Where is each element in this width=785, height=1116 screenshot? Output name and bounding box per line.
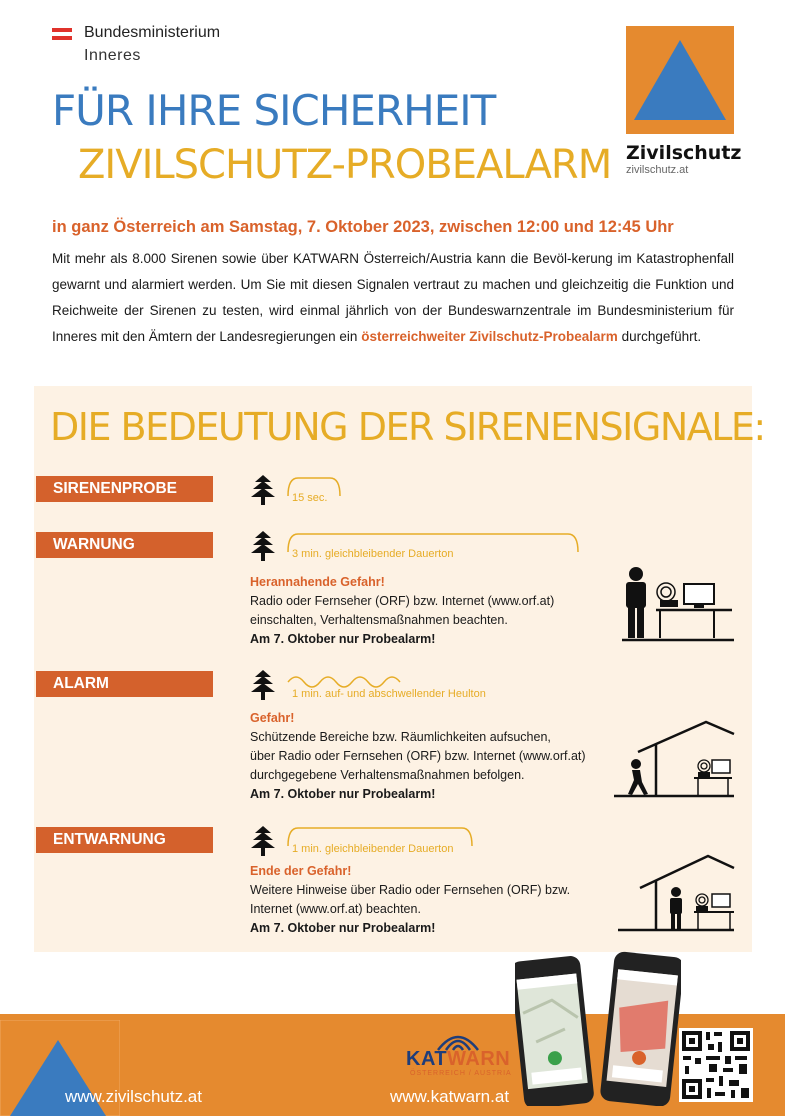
signals-title: DIE BEDEUTUNG DER SIRENENSIGNALE:: [50, 405, 765, 449]
signal-text-line: Weitere Hinweise über Radio oder Fernsehen (ORF) bzw.: [250, 883, 571, 897]
katwarn-kat: KAT: [406, 1048, 448, 1070]
intro-paragraph: [52, 246, 734, 350]
signal-text-line: durchgegebene Verhaltensmaßnahmen befolgen.: [250, 768, 525, 782]
duration-label: 3 min. gleichbleibender Dauerton: [292, 548, 454, 560]
austria-flag-icon: [52, 28, 72, 40]
signal-tag-warnung: WARNUNG: [36, 532, 213, 558]
intro-text-end: durchgeführt.: [621, 329, 702, 344]
date-line: in ganz Österreich am Samstag, 7. Oktober 2023, zwischen 12:00 und 12:45 Uhr: [52, 218, 674, 236]
signal-note: Am 7. Oktober nur Probealarm!: [250, 921, 436, 935]
signal-heading: Ende der Gefahr!: [250, 864, 352, 878]
zivilschutz-logo: [626, 26, 734, 134]
signal-heading: Gefahr!: [250, 711, 295, 725]
signal-text-line: einschalten, Verhaltensmaßnahmen beachten.: [250, 613, 508, 627]
katwarn-warn: WARN: [447, 1048, 511, 1070]
zivilschutz-link[interactable]: www.zivilschutz.at: [65, 1087, 202, 1106]
ministry-name: Bundesministerium: [84, 24, 221, 41]
page-subtitle: ZIVILSCHUTZ-PROBEALARM: [78, 142, 612, 188]
signal-text-line: Internet (www.orf.at) beachten.: [250, 902, 421, 916]
signal-tag-sirenenprobe: SIRENENPROBE: [36, 476, 213, 502]
signal-tag-entwarnung: ENTWARNUNG: [36, 827, 213, 853]
signal-text-line: Schützende Bereiche bzw. Räumlichkeiten aufsuchen,: [250, 730, 551, 744]
siren-icon: [250, 825, 276, 857]
duration-label: 1 min. gleichbleibender Dauerton: [292, 843, 454, 855]
siren-icon: [250, 669, 276, 701]
siren-icon: [250, 530, 276, 562]
person-inside-house-illustration: [616, 852, 736, 934]
person-at-radio-illustration: [614, 562, 736, 644]
intro-highlight: österreichweiter Zivilschutz-Probealarm: [361, 329, 618, 344]
qr-code[interactable]: [679, 1028, 753, 1102]
siren-icon: [250, 474, 276, 506]
blue-triangle-icon: [626, 26, 734, 134]
signal-text-line: Radio oder Fernseher (ORF) bzw. Internet (www.orf.at): [250, 594, 555, 608]
signal-note: Am 7. Oktober nur Probealarm!: [250, 632, 436, 646]
signal-note: Am 7. Oktober nur Probealarm!: [250, 787, 436, 801]
katwarn-logo: [406, 1048, 510, 1071]
person-entering-house-illustration: [612, 718, 736, 800]
qr-code-icon: [679, 1028, 753, 1102]
logo-word: Zivilschutz: [626, 142, 742, 164]
duration-label: 15 sec.: [292, 492, 328, 504]
signal-text-line: über Radio oder Fernsehen (ORF) bzw. Internet (www.orf.at): [250, 749, 586, 763]
page-title: FÜR IHRE SICHERHEIT: [52, 86, 496, 135]
intro-text: Mit mehr als 8.000 Sirenen sowie über KATWARN Österreich/Austria kann die Bevöl-kerung im Katastrophenfall gewarnt und alarmiert werden. Um Sie mit diesen Signalen vertraut zu machen und gleichzeitig die Funktion und Reichweite der Sirenen zu testen, wird einmal jährlich von der Bundeswarnzentrale im Bundesministerium für Inneres mit den Ämtern der Landesregierungen ein: [52, 251, 734, 344]
duration-label: 1 min. auf- und abschwellender Heulton: [292, 688, 486, 700]
katwarn-sub: ÖSTERREICH / AUSTRIA: [410, 1070, 512, 1077]
katwarn-link[interactable]: www.katwarn.at: [390, 1087, 510, 1106]
signal-heading: Herannahende Gefahr!: [250, 575, 385, 589]
ministry-sub: Inneres: [84, 47, 141, 64]
logo-url: zivilschutz.at: [626, 164, 689, 176]
signal-tag-alarm: ALARM: [36, 671, 213, 697]
smartphones-illustration: [515, 950, 681, 1106]
